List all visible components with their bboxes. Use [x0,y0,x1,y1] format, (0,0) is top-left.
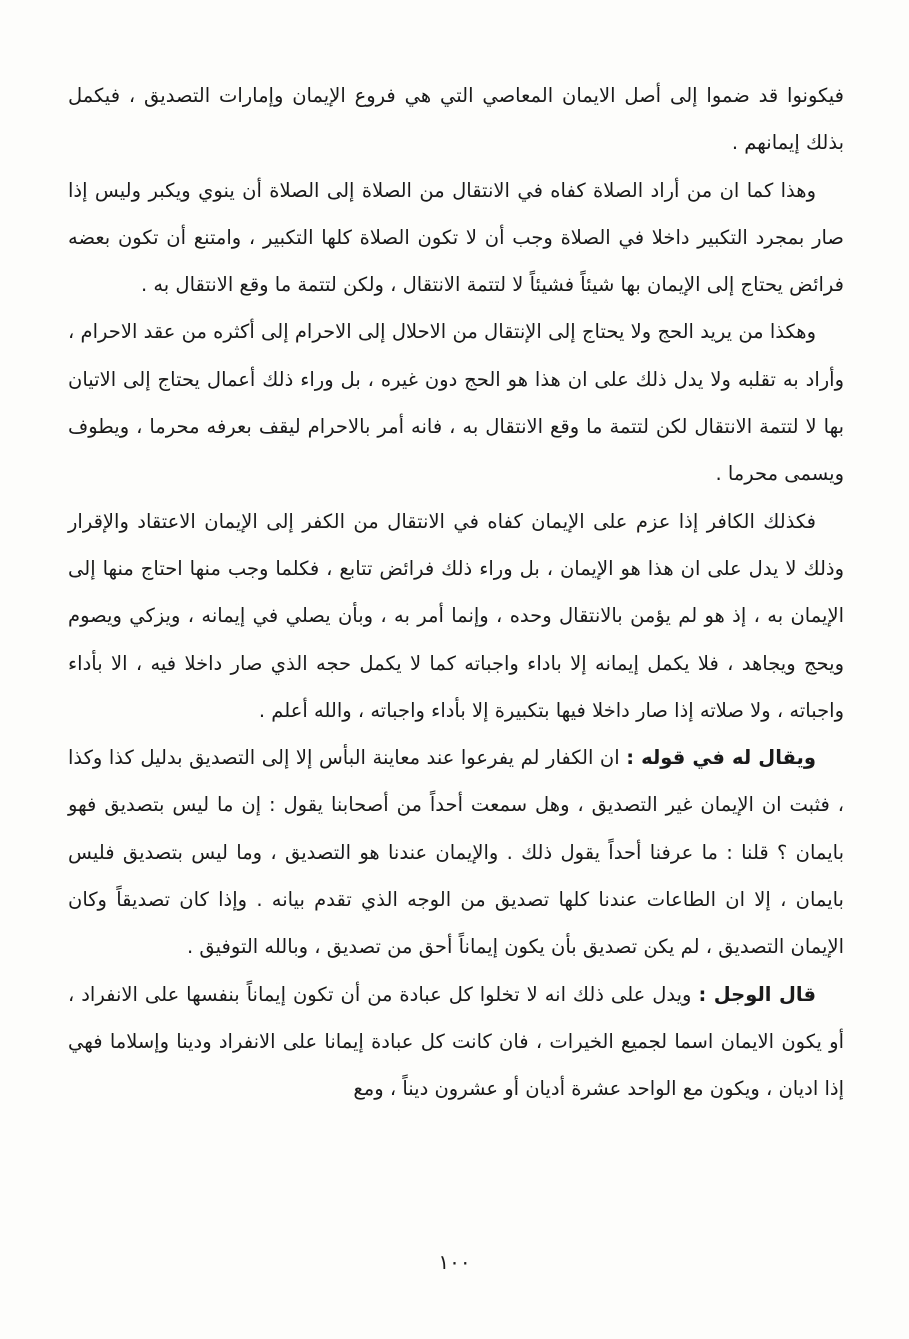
paragraph-2-text: وهذا كما ان من أراد الصلاة كفاه في الانتقال من الصلاة إلى الصلاة أن ينوي ويكبر وليس إذا صار بمجرد التكبير داخلا في الصلاة وجب أن لا تكون الصلاة كلها التكبير ، وامتنع أن تكون بعضه فرائض يحتاج إلى الإيمان بها شيئاً فشيئاً لا لتتمة الانتقال ، ولكن لتتمة ما وقع الانتقال به . [68,178,844,297]
paragraph-5-text: ان الكفار لم يفرعوا عند معاينة البأس إلا إلى التصديق بدليل كذا وكذا ، فثبت ان الإيمان غير التصديق ، وهل سمعت أحداً من أصحابنا يقول : إن ما ليس بتصديق فهو بايمان ؟ قلنا : ما عرفنا أحداً يقول ذلك . والإيمان عندنا هو التصديق ، وما ليس بتصديق فليس بايمان ، إلا ان الطاعات عندنا كلها تصديق من الوجه الذي تقدم بيانه . وإذا كان تصديقاً وكان الإيمان التصديق ، لم يكن تصديق بأن يكون إيماناً أحق من تصديق ، وبالله التوفيق . [68,746,844,959]
page-number: ١٠٠ [438,1250,471,1274]
paragraph-4-text: فكذلك الكافر إذا عزم على الإيمان كفاه في الانتقال من الكفر إلى الإيمان الاعتقاد والإقرار وذلك لا يدل على ان هذا هو الإيمان ، بل وراء ذلك فرائض تتابع ، فكلما وجب منها احتاج منها إلى الإيمان به ، إذ هو لم يؤمن بالانتقال وحده ، وإنما أمر به ، وبأن يصلي في إيمانه ، ويزكي ويصوم ويحج ويجاهد ، فلا يكمل إيمانه إلا باداء واجباته كما لا يكمل حجه الذي صار داخلا فيه ، الا بأداء واجباته ، ولا صلاته إذا صار داخلا فيها بتكبيرة إلا بأداء واجباته ، والله أعلم . [68,509,844,722]
paragraph-4 [68,498,844,734]
paragraph-6 [68,971,844,1113]
paragraph-6-lead: قال الوجل : [698,982,817,1006]
body-text [68,72,844,1113]
paragraph-2 [68,167,844,309]
paragraph-6-text: ويدل على ذلك انه لا تخلوا كل عبادة من أن تكون إيماناً بنفسها على الانفراد ، أو يكون الايمان اسما لجميع الخيرات ، فان كانت كل عبادة إيمانا على الانفراد ودينا وإسلاما فهي إذا اديان ، ويكون مع الواحد عشرة أديان أو عشرون ديناً ، ومع [68,982,844,1101]
paragraph-3-text: وهكذا من يريد الحج ولا يحتاج إلى الإنتقال من الاحلال إلى الاحرام إلى أكثره من عقد الاحرام ، وأراد به تقلبه ولا يدل ذلك على ان هذا هو الحج دون غيره ، بل وراء ذلك أعمال يحتاج إلى الاتيان بها لا لتتمة الانتقال لكن لتتمة ما وقع الانتقال به ، فانه أمر بالاحرام ليقف بعرفه محرما ، ويطوف ويسمى محرما . [68,320,844,486]
paragraph-5-lead: ويقال له في قوله : [626,746,816,770]
paragraph-3 [68,308,844,497]
paragraph-1-text: فيكونوا قد ضموا إلى أصل الايمان المعاصي التي هي فروع الإيمان وإمارات التصديق ، فيكمل بذلك إيمانهم . [68,84,844,155]
paragraph-5 [68,734,844,970]
paragraph-1 [68,72,844,167]
